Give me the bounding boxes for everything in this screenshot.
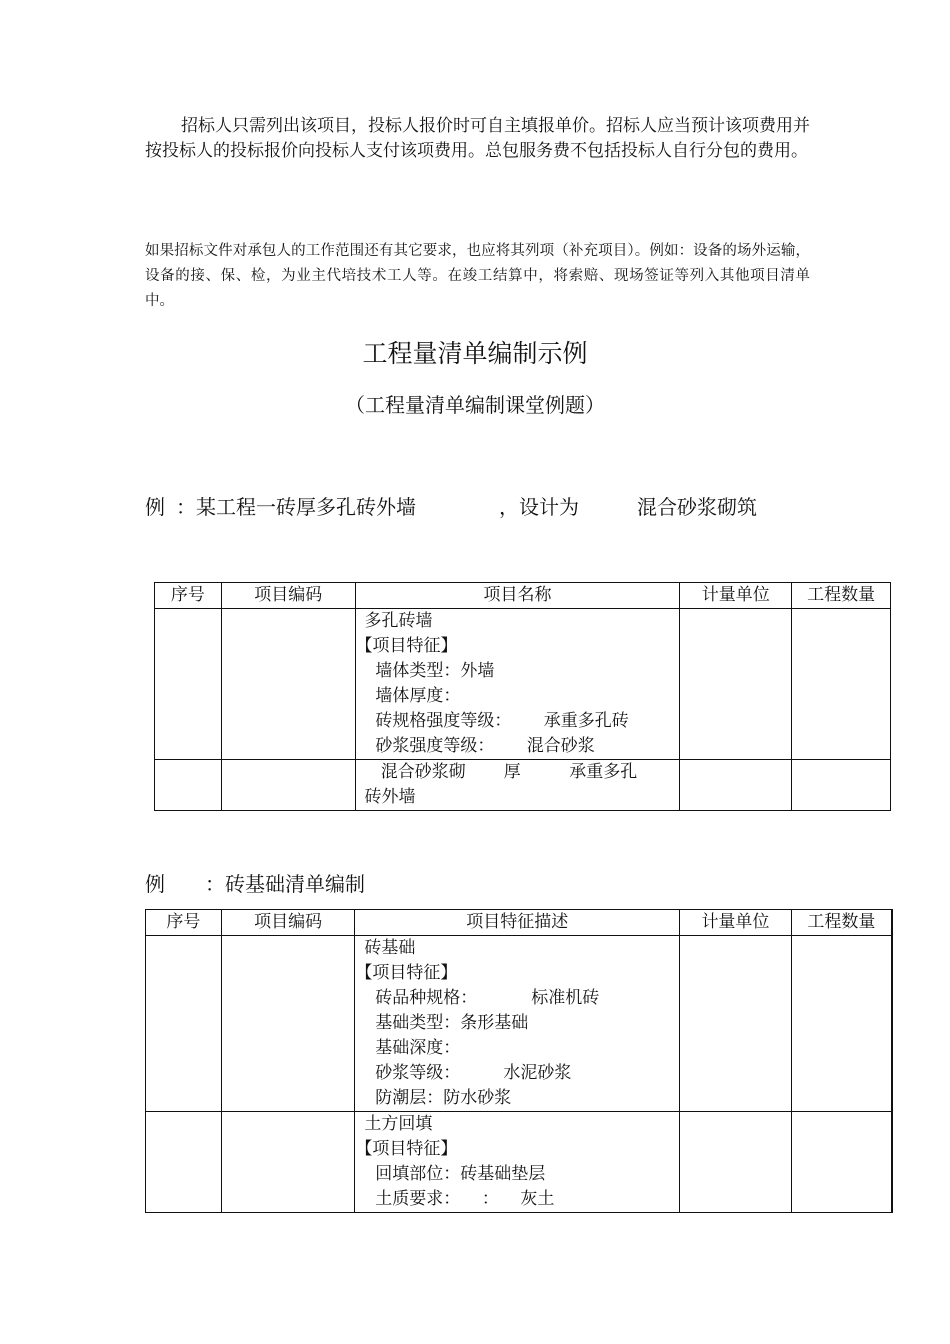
quantity-table-2 — [145, 909, 893, 1213]
example1-prefix: 例 — [145, 495, 165, 519]
table-row — [155, 760, 891, 811]
example1-text: ：某工程一砖厚多孔砖外墙 — [176, 495, 416, 519]
header-code: 项目编码 — [221, 583, 355, 609]
quantity-cell — [791, 1112, 892, 1213]
unit-cell — [680, 936, 792, 1112]
serial-cell — [146, 1112, 222, 1213]
line: 回填部位：砖基础垫层 — [364, 1164, 546, 1184]
line: 砂浆等级： 水泥砂浆 — [364, 1063, 572, 1083]
code-cell — [221, 1112, 355, 1213]
unit-cell — [680, 609, 792, 760]
line: 基础深度： — [364, 1038, 461, 1058]
header-quantity: 工程数量 — [791, 910, 892, 936]
line: 混合砂浆砌 厚 承重多孔 — [364, 762, 638, 782]
header-code: 项目编码 — [221, 910, 355, 936]
line: 防潮层：防水砂浆 — [364, 1088, 512, 1108]
header-description: 项目特征描述 — [355, 910, 680, 936]
code-cell — [221, 609, 355, 760]
quantity-cell — [792, 609, 891, 760]
line: 砖外墙 — [364, 787, 416, 807]
table-row — [155, 609, 891, 760]
header-serial: 序号 — [155, 583, 222, 609]
description-cell — [355, 1112, 680, 1213]
intro-paragraph-2: 如果招标文件对承包人的工作范围还有其它要求，也应将其列项（补充项目）。例如：设备的场外运输，设备的接、保、检，为业主代培技术工人等。在竣工结算中，将索赔、现场签证等列入其他项目清单中。 — [145, 243, 810, 309]
page-title: 工程量清单编制示例 — [362, 339, 588, 368]
table-row — [146, 1112, 893, 1213]
line: 多孔砖墙 — [364, 611, 433, 631]
header-unit: 计量单位 — [680, 583, 792, 609]
code-cell — [221, 760, 355, 811]
line: 基础类型：条形基础 — [364, 1013, 529, 1033]
line: 砖规格强度等级： 承重多孔砖 — [364, 711, 629, 731]
header-unit: 计量单位 — [680, 910, 792, 936]
name-cell — [355, 760, 680, 811]
header-name: 项目名称 — [355, 583, 680, 609]
example1-design: ，设计为 — [499, 495, 579, 519]
table-header-row — [146, 910, 893, 936]
table-header-row — [155, 583, 891, 609]
name-cell — [355, 609, 680, 760]
line: 砖品种规格： 标准机砖 — [364, 988, 600, 1008]
serial-cell — [155, 609, 222, 760]
table-row — [146, 936, 893, 1112]
line: 土方回填 — [364, 1114, 433, 1134]
line: 砖基础 — [364, 938, 416, 958]
quantity-cell — [791, 936, 892, 1112]
code-cell — [221, 936, 355, 1112]
example1-mortar: 混合砂浆砌筑 — [637, 495, 757, 519]
line: 土质要求： ： 灰土 — [364, 1189, 555, 1209]
line: 【项目特征】 — [355, 636, 458, 656]
description-cell — [355, 936, 680, 1112]
page-subtitle: （工程量清单编制课堂例题） — [345, 393, 605, 417]
quantity-cell — [792, 760, 891, 811]
example2-prefix: 例 — [145, 872, 165, 896]
unit-cell — [680, 760, 792, 811]
header-quantity: 工程数量 — [792, 583, 891, 609]
header-serial: 序号 — [146, 910, 222, 936]
example2-text: ：砖基础清单编制 — [205, 872, 365, 896]
unit-cell — [680, 1112, 792, 1213]
intro-paragraph-1: 招标人只需列出该项目，投标人报价时可自主填报单价。招标人应当预计该项费用并按投标人的投标报价向投标人支付该项费用。总包服务费不包括投标人自行分包的费用。 — [145, 116, 810, 161]
line: 砂浆强度等级： 混合砂浆 — [364, 736, 595, 756]
line: 【项目特征】 — [355, 1139, 458, 1159]
line: 【项目特征】 — [355, 963, 458, 983]
quantity-table-1 — [154, 582, 891, 811]
line: 墙体类型：外墙 — [364, 661, 495, 681]
serial-cell — [146, 936, 222, 1112]
serial-cell — [155, 760, 222, 811]
line: 墙体厚度： — [364, 686, 461, 706]
